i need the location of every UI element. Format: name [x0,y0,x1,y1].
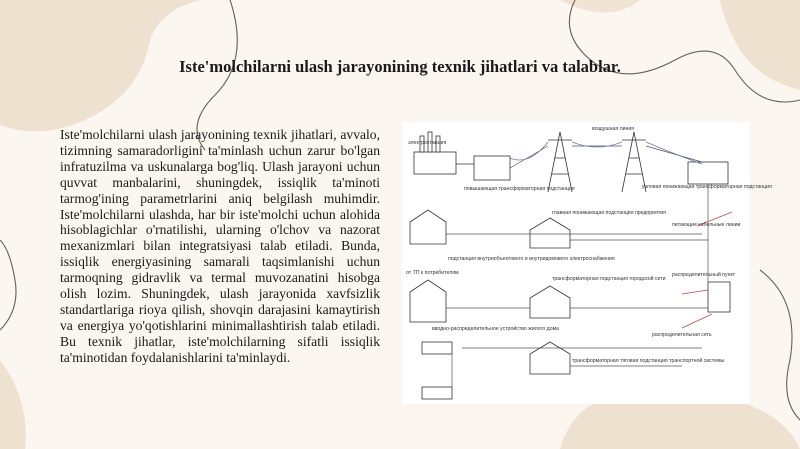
label-city-sub: трансформаторная подстанция городской сети [552,276,666,282]
label-inner-meter: подстанция внутриобъектового и внутридомового электроснабжения [448,256,615,262]
label-distrib-point: распределительный пункт [672,272,736,278]
slide-body-text: Iste'molchilarni ulash jarayonining texnik jihatlari, avvalo, tizimning samaradorligini ta'minlash uchun zarur bo'lgan infratuzilma va uskunalarga bog'liq. Ulash jarayoni uchun quvvat manbalarini, shuningdek, issiqlik ta'minoti tarmog'ining parametrlarini aniq belgilash muhimdir. Iste'molchilarni ulashda, har bir iste'molchi uchun alohida hisoblagichlar o'rnatilishi, ularning o'lchov va nazorat mexanizmlari bilan integratsiyasi talab etiladi. Bunda, issiqlik energiyasining samarali taqsimlanishi uchun tarmoqning gidravlik va termal muvozanatini hisobga olish lozim. Shuningdek, ulash jarayonida xavfsizlik standartlariga rioya qilish, shovqin darajasini kamaytirish va energiya yo'qotishlarini minimallashtirish talab etiladi. Bu texnik jihatlar, iste'molchilarning sifatli issiqlik ta'minotidan foydalanishlarini ta'minlaydi. [60,127,380,365]
label-step-down-main: узловая понижающая трансформаторная подстанция [642,184,772,190]
label-hv-line: воздушная линия [592,126,635,132]
label-step-up: повышающая трансформаторная подстанция [464,186,575,192]
label-distrib-net: распределительная сеть [652,332,712,338]
label-main-step-down: главная понижающая подстанция предприятия [552,210,666,216]
power-supply-diagram [402,122,772,404]
label-traction: трансформаторная тяговая подстанция транспортной системы [572,358,725,364]
slide-title: Iste'molchilarni ulash jarayonining texnik jihatlari va talablar. [179,57,621,76]
label-house-device: вводно-распределительное устройство жилого дома [432,326,560,332]
label-feeders: питающие кабельные линии [672,222,741,228]
label-to-consumers: от ТП к потребителям [406,270,459,276]
label-plant: электростанция [408,140,447,146]
